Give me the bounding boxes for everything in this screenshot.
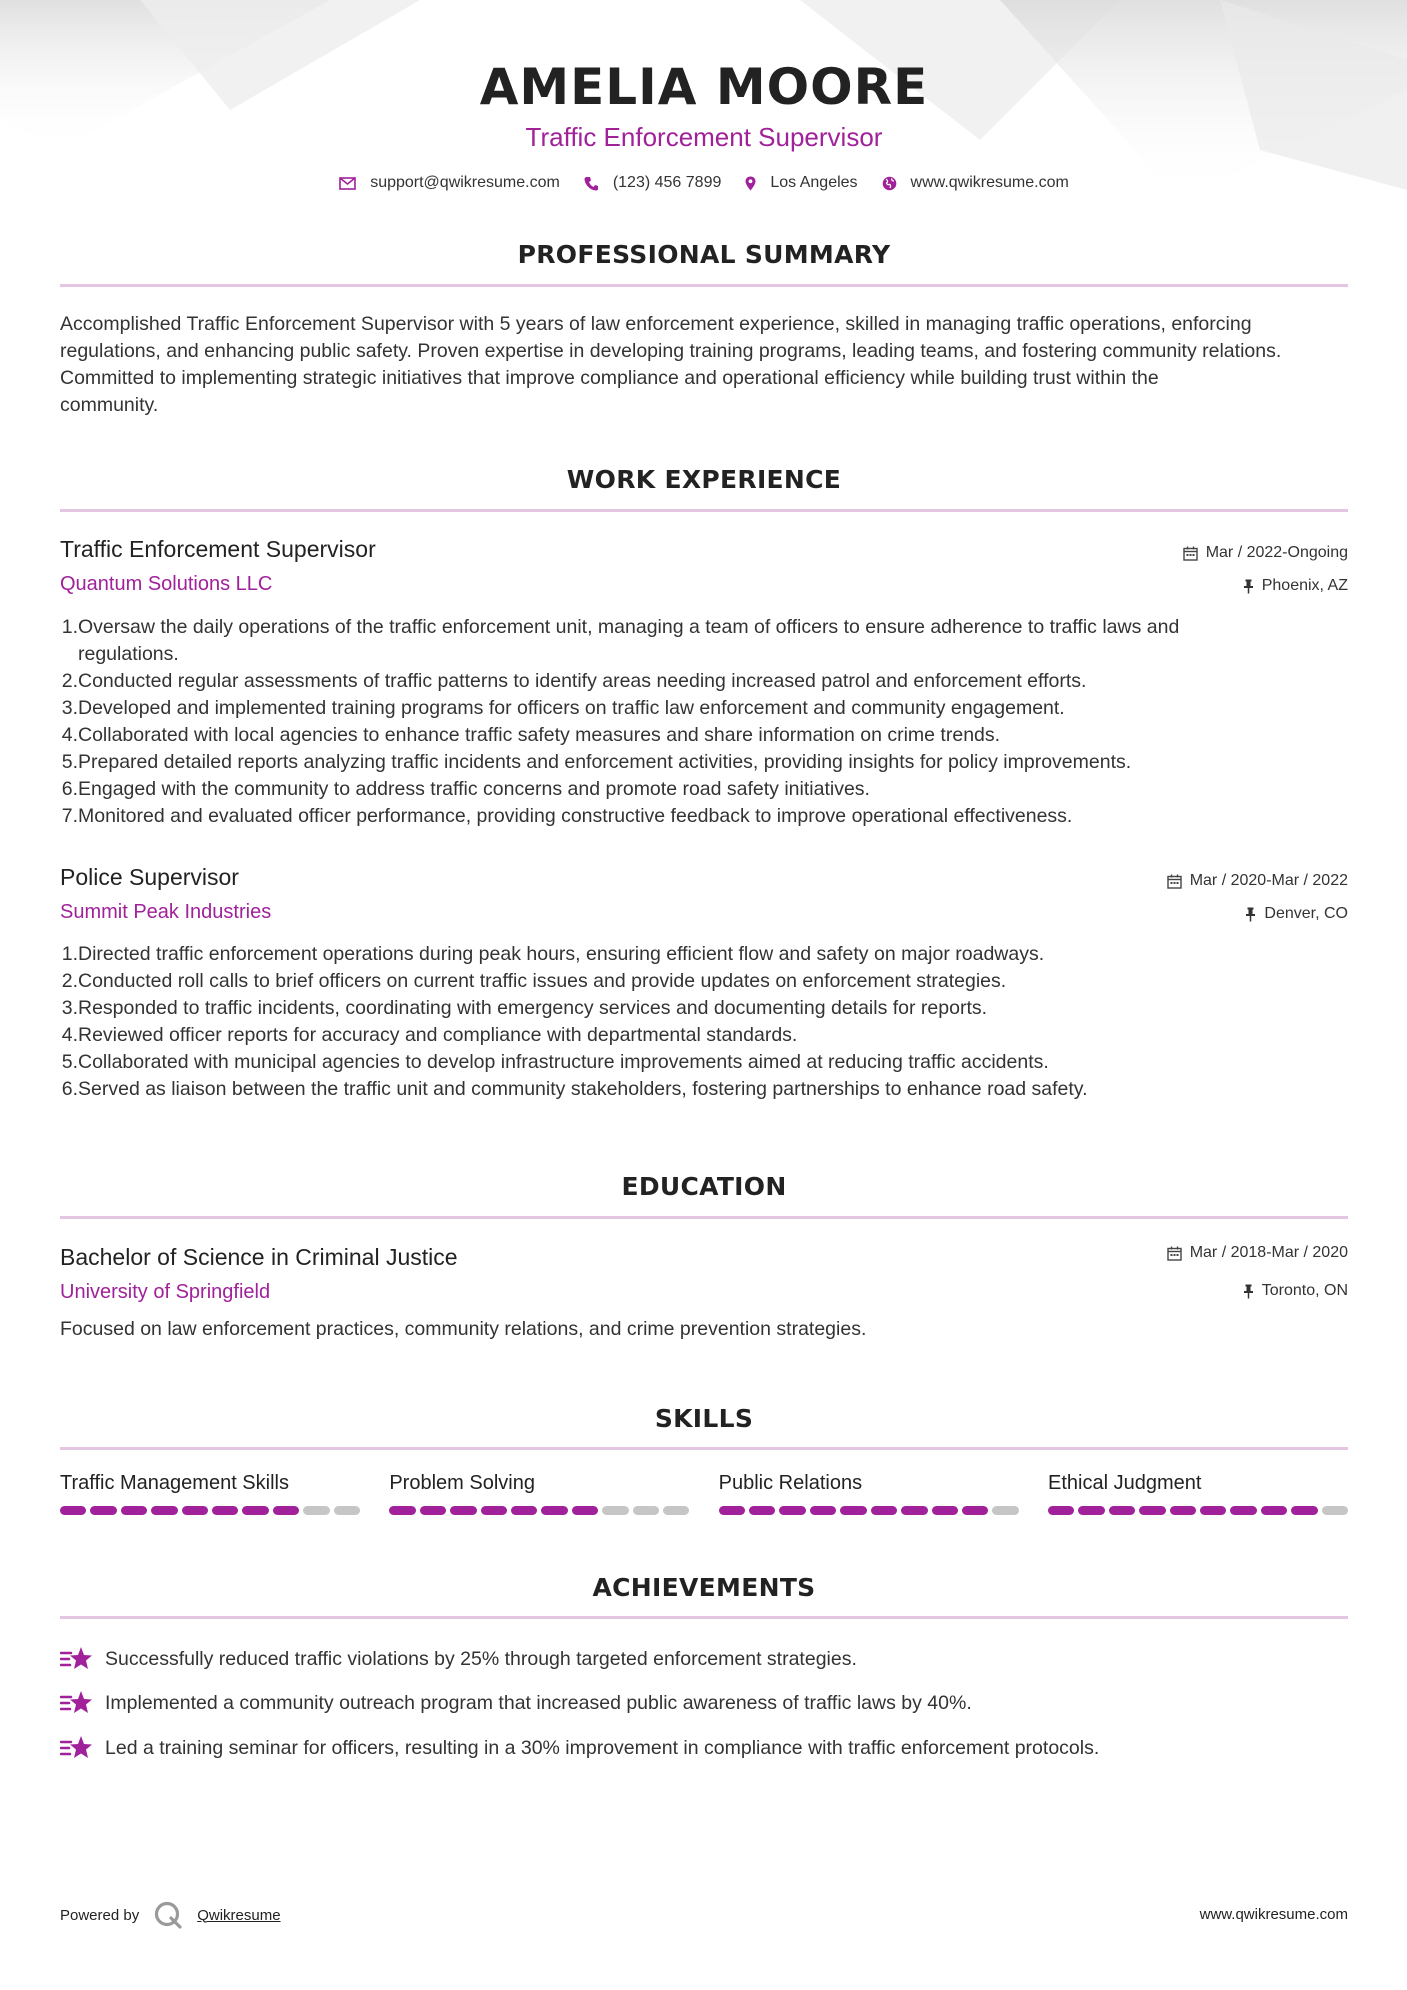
pushpin-icon [1245,907,1256,922]
skill-segment-filled [572,1506,598,1515]
job-location-text: Phoenix, AZ [1261,577,1348,594]
list-item: 1. Directed traffic enforcement operations during peak hours, ensuring efficient flow and safety on major roadways. [61,943,1045,965]
skill-segment-filled [121,1506,147,1515]
list-item: 3. Developed and implemented training programs for officers on traffic law enforcement and community engagement. [61,697,1065,719]
skill-segment-filled [810,1506,836,1515]
summary-line: regulations, and enhancing public safety. Proven expertise in developing training programs, leading teams, and fostering community relations. [60,340,1282,362]
contact-website-text: www.qwikresume.com [910,174,1069,191]
list-item: 7. Monitored and evaluated officer performance, providing constructive feedback to improve operational effectiveness. [61,805,1073,827]
skill-segment-filled [932,1506,958,1515]
education-heading: EDUCATION [621,1172,787,1201]
skill-segment-filled [1109,1506,1135,1515]
skill-segment-filled [1261,1506,1287,1515]
list-item: regulations. [78,643,179,665]
skill-segment-filled [962,1506,988,1515]
skill-segment-filled [212,1506,238,1515]
skill-segment-filled [871,1506,897,1515]
skill-segment-filled [749,1506,775,1515]
skill-level-bar [719,1506,1019,1515]
contact-email-text: support@qwikresume.com [370,174,560,191]
list-item: 4. Collaborated with local agencies to enhance traffic safety measures and share information on crime trends. [61,724,1001,746]
skill-level-bar [389,1506,689,1515]
skill-segment-empty [633,1506,659,1515]
achievement-item [60,1646,857,1672]
calendar-icon [1183,546,1198,561]
skill-segment-filled [541,1506,567,1515]
skill-segment-filled [420,1506,446,1515]
skill-name: Ethical Judgment [1047,1472,1202,1494]
contact-phone-text: (123) 456 7899 [612,174,722,191]
powered-by-label: Powered by [60,1906,140,1924]
skill-segment-filled [840,1506,866,1515]
calendar-icon [1167,874,1182,889]
qwikresume-logo-icon [153,1900,183,1930]
job-dates [1183,544,1348,562]
skill-name: Public Relations [718,1472,863,1494]
globe-icon [882,176,897,191]
skill-segment-filled [1291,1506,1317,1515]
education-divider [60,1216,1348,1219]
skill-segment-filled [182,1506,208,1515]
job-dates-text: Mar / 2020-Mar / 2022 [1189,872,1348,889]
footer-powered-by [60,1900,281,1930]
skill-segment-empty [602,1506,628,1515]
skill-segment-filled [901,1506,927,1515]
contact-website[interactable] [882,174,1069,192]
skill-item [60,1472,360,1515]
summary-divider [60,284,1348,287]
list-item: 6. Engaged with the community to address traffic concerns and promote road safety initiatives. [61,778,870,800]
skill-segment-filled [450,1506,476,1515]
list-item: 6. Served as liaison between the traffic unit and community stakeholders, fostering partnerships to enhance road safety. [61,1078,1088,1100]
experience-divider [60,509,1348,512]
footer-website[interactable]: www.qwikresume.com [1199,1906,1348,1923]
skill-segment-filled [90,1506,116,1515]
achievement-text: Successfully reduced traffic violations by 25% through targeted enforcement strategies. [105,1647,857,1670]
job-location [1245,905,1348,923]
list-item: 3. Responded to traffic incidents, coordinating with emergency services and documenting details for reports. [61,997,988,1019]
map-pin-icon [745,176,756,191]
job-dates-text: Mar / 2022-Ongoing [1205,544,1348,561]
skill-segment-filled [511,1506,537,1515]
candidate-name: AMELIA MOORE [479,58,929,116]
experience-heading: WORK EXPERIENCE [566,465,842,494]
summary-text [60,311,1348,419]
skill-name: Traffic Management Skills [60,1472,289,1494]
pushpin-icon [1243,1284,1254,1299]
list-item: 5. Collaborated with municipal agencies to develop infrastructure improvements aimed at reducing traffic accidents. [61,1051,1049,1073]
contact-email[interactable] [339,174,560,192]
skill-segment-filled [481,1506,507,1515]
education-location [1243,1282,1348,1300]
shooting-star-icon [60,1735,93,1761]
skill-segment-empty [303,1506,329,1515]
skill-segment-filled [151,1506,177,1515]
job-location [1243,577,1348,595]
contact-location [745,174,857,192]
list-item: 1. Oversaw the daily operations of the traffic enforcement unit, managing a team of officers to ensure adherence to traffic laws and [61,616,1180,638]
skill-segment-filled [1048,1506,1074,1515]
skill-segment-empty [992,1506,1018,1515]
skill-segment-filled [242,1506,268,1515]
education-school: University of Springfield [60,1281,271,1303]
job-role: Traffic Enforcement Supervisor [60,536,376,562]
education-location-text: Toronto, ON [1261,1282,1348,1299]
education-description: Focused on law enforcement practices, community relations, and crime prevention strategies. [60,1318,867,1340]
job-company: Summit Peak Industries [60,901,272,923]
skill-segment-filled [1139,1506,1165,1515]
skills-divider [60,1447,1348,1450]
skill-segment-filled [60,1506,86,1515]
skill-segment-empty [1322,1506,1348,1515]
skill-segment-filled [1078,1506,1104,1515]
achievements-heading: ACHIEVEMENTS [592,1573,816,1602]
skill-level-bar [1048,1506,1348,1515]
calendar-icon [1167,1246,1182,1261]
shooting-star-icon [60,1690,93,1716]
achievement-item [60,1690,972,1716]
achievement-text: Led a training seminar for officers, resulting in a 30% improvement in compliance with traffic enforcement protocols. [105,1736,1100,1759]
skill-segment-filled [719,1506,745,1515]
job-bullets [60,941,1348,1103]
job-role: Police Supervisor [60,864,239,890]
envelope-icon [339,177,356,190]
candidate-title: Traffic Enforcement Supervisor [525,122,883,152]
education-dates [1167,1244,1348,1262]
skill-item [1048,1472,1348,1515]
achievement-item [60,1735,1099,1761]
skills-grid [60,1472,1348,1515]
job-location-text: Denver, CO [1264,905,1348,922]
summary-line: Committed to implementing strategic initiatives that improve compliance and operational efficiency while building trust within the [60,367,1159,389]
skill-segment-filled [1200,1506,1226,1515]
summary-line: Accomplished Traffic Enforcement Supervisor with 5 years of law enforcement experience, skilled in managing traffic operations, enforcing [60,313,1252,335]
contact-location-text: Los Angeles [770,174,858,191]
list-item: 2. Conducted roll calls to brief officers on current traffic issues and provide updates on enforcement strategies. [61,970,1007,992]
skill-segment-filled [389,1506,415,1515]
skill-name: Problem Solving [389,1472,535,1494]
list-item: 5. Prepared detailed reports analyzing traffic incidents and enforcement activities, providing insights for policy improvements. [61,751,1132,773]
education-degree: Bachelor of Science in Criminal Justice [60,1244,458,1270]
skill-segment-filled [1230,1506,1256,1515]
skill-segment-filled [779,1506,805,1515]
education-dates-text: Mar / 2018-Mar / 2020 [1189,1244,1348,1261]
skill-item [389,1472,689,1515]
qwikresume-link[interactable]: Qwikresume [197,1906,281,1924]
contact-bar [60,174,1348,192]
skill-segment-empty [334,1506,360,1515]
job-bullets [60,614,1348,830]
shooting-star-icon [60,1646,93,1672]
phone-icon [584,176,599,191]
summary-heading: PROFESSIONAL SUMMARY [517,240,891,269]
skill-segment-empty [663,1506,689,1515]
pushpin-icon [1243,579,1254,594]
summary-line: community. [60,394,159,416]
list-item: 2. Conducted regular assessments of traffic patterns to identify areas needing increased patrol and enforcement efforts. [61,670,1087,692]
achievement-text: Implemented a community outreach program that increased public awareness of traffic laws by 40%. [105,1691,972,1714]
job-dates [1167,872,1348,890]
achievements-divider [60,1616,1348,1619]
skills-heading: SKILLS [654,1404,754,1433]
list-item: 4. Reviewed officer reports for accuracy and compliance with departmental standards. [61,1024,798,1046]
contact-phone[interactable] [584,174,722,192]
skill-level-bar [60,1506,360,1515]
skill-segment-filled [273,1506,299,1515]
job-company: Quantum Solutions LLC [60,573,273,595]
skill-segment-filled [1170,1506,1196,1515]
skill-item [719,1472,1019,1515]
